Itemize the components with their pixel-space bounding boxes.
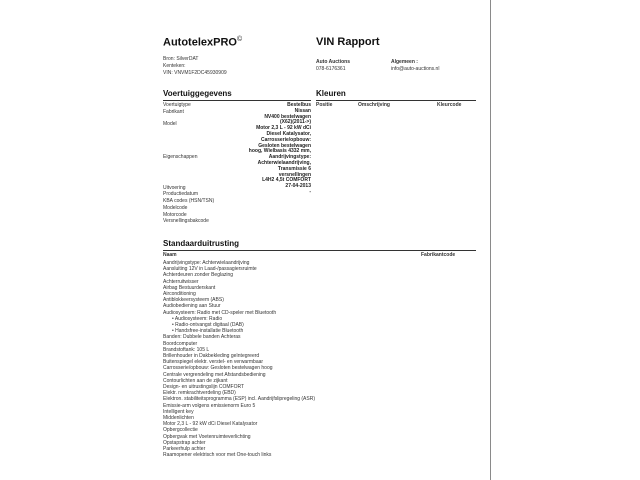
value-line: Bestelbus — [287, 102, 311, 108]
list-item: Opbergcollectie — [163, 427, 198, 434]
equipment-col-name: Naam — [163, 252, 177, 258]
value-line: Carrosserie/opbouw: — [260, 136, 311, 143]
list-item: Aandrijvingstype: Achterwielaandrijving — [163, 260, 250, 266]
brand-title — [163, 36, 242, 49]
value-line: (X62)(2011->) — [280, 119, 311, 126]
list-item: Antiblokkeersysteem (ABS) — [163, 297, 224, 304]
value-line: Diesel Katalysator, — [266, 130, 311, 137]
value-line: Transmissie 6 — [277, 165, 311, 172]
list-item: Aansluiting 12V in Laad-/passagiersruimte — [163, 266, 257, 273]
vehicle-section-title: Voertuiggegevens — [163, 89, 232, 98]
list-item: Achterruitwisser — [163, 278, 199, 285]
equipment-divider — [163, 250, 476, 251]
vin-line: VIN: VNVM1F2DC45930909 — [163, 70, 227, 76]
list-item: Elektr. remkrachtverdeling (EBD) — [163, 390, 236, 397]
list-item-sub: • Audiosysteem: Radio — [172, 315, 223, 322]
value-line: Achterwielaandrijving, — [257, 159, 311, 166]
list-item: Banden: Dubbele banden Achteras — [163, 334, 241, 341]
value-line: Nissan — [294, 107, 311, 114]
colors-col-code: Kleurcode — [437, 102, 462, 108]
label-model-code: Modelcode — [163, 205, 188, 211]
list-item: Achterdeuren zonder Beglazing — [163, 272, 234, 279]
brand-name: AutotelexPRO — [163, 36, 237, 49]
equipment-col-code: Fabrikantcode — [421, 252, 456, 258]
value-line: hoog, Wielbasis 4332 mm, — [248, 148, 311, 155]
value-line: L4H2 4,5t COMFORT — [262, 177, 311, 184]
list-item: Buitenspiegel elektr. verstel- en verwarmbaar — [163, 359, 264, 366]
value-line: Motor 2,3 L - 92 kW dCi — [256, 125, 311, 132]
label-gearbox-code: Versnellingsbakcode — [163, 218, 209, 224]
list-item: Brillenhouder in Dakbekleding geïntegreerd — [163, 353, 260, 360]
list-item: Middenlichten — [163, 415, 194, 422]
list-item: Boordcomputer — [163, 340, 198, 347]
source-line: Bron: SilverDAT — [163, 56, 199, 62]
list-item: Centrale vergrendeling met Afstandsbediening — [163, 371, 266, 378]
list-item: Audiosysteem: Radio met CD-speler met Bluetooth — [163, 309, 277, 316]
vehicle-values — [163, 103, 311, 213]
list-item: Emissie-arm volgens emissienorm Euro 5 — [163, 402, 256, 409]
list-item: Carrosserie/opbouw: Gesloten bestelwagen hoog — [163, 365, 273, 372]
list-item-sub: • Handsfree-installatie Bluetooth — [172, 328, 244, 335]
list-item: Parkeerhulp achter — [163, 446, 206, 453]
list-item: Audiobediening aan Stuur — [163, 303, 221, 310]
plate-line: Kenteken: — [163, 63, 186, 69]
label-manufacturer: Fabrikant — [163, 109, 184, 115]
value-line: NV400 bestelwagen — [264, 113, 311, 120]
label-properties: Eigenschappen — [163, 154, 198, 160]
value-line: - — [309, 188, 311, 195]
list-item: Intelligent key — [163, 408, 194, 415]
list-item-sub: • Radio-ontvangst digitaal (DAB) — [172, 322, 244, 329]
value-line: 27-04-2013 — [285, 183, 311, 190]
list-item: Brandstoftank: 105 L — [163, 346, 210, 353]
brand-mark: © — [236, 36, 243, 43]
value-line: Gesloten bestelwagen — [258, 142, 311, 149]
list-item: Contourlichten aan de zijkant — [163, 377, 228, 384]
label-model: Model — [163, 121, 177, 127]
list-item: Airconditioning — [163, 291, 196, 298]
colors-divider — [316, 100, 476, 101]
contact-phone: 078-6176361 — [316, 66, 346, 72]
report-page — [149, 0, 491, 480]
list-item: Raamopener elektrisch voor met One-touch links — [163, 452, 272, 459]
contact-name: Auto Auctions — [316, 59, 350, 65]
list-item: Motor 2,3 L - 92 kW dCi Diesel Katalysator — [163, 421, 258, 428]
contact-email: info@auto-auctions.nl — [391, 66, 440, 72]
list-item: Opstapstrap achter — [163, 439, 206, 446]
label-version: Uitvoering — [163, 185, 186, 191]
list-item: Opbergvak met Voetenruimteverlichting — [163, 433, 251, 440]
list-item: Design- en uitrustingslijn COMFORT — [163, 384, 245, 391]
colors-section-title: Kleuren — [316, 89, 346, 98]
label-kba-codes: KBA codes (HSN/TSN) — [163, 198, 215, 204]
general-label: Algemeen : — [391, 59, 418, 65]
colors-col-position: Positie — [316, 102, 333, 108]
list-item: Airbag Bestuurderskant — [163, 284, 216, 291]
vehicle-values-list — [249, 103, 311, 196]
label-vehicle-type: Voertuigtype — [163, 102, 191, 108]
value-line: versnellingen — [278, 171, 311, 178]
report-title: VIN Rapport — [316, 36, 380, 48]
colors-col-description: Omschrijving — [358, 102, 390, 108]
vehicle-divider — [163, 100, 311, 101]
list-item: Elektron. stabiliteitsprogramma (ESP) incl. Aandrijfslipregeling (ASR) — [163, 396, 316, 403]
equipment-list — [163, 260, 315, 459]
value-line: Aandrijvingstype: — [268, 154, 311, 161]
label-production-date: Productiedatum — [163, 191, 199, 197]
label-engine-code: Motorcode — [163, 212, 187, 218]
equipment-section-title: Standaarduitrusting — [163, 239, 240, 248]
